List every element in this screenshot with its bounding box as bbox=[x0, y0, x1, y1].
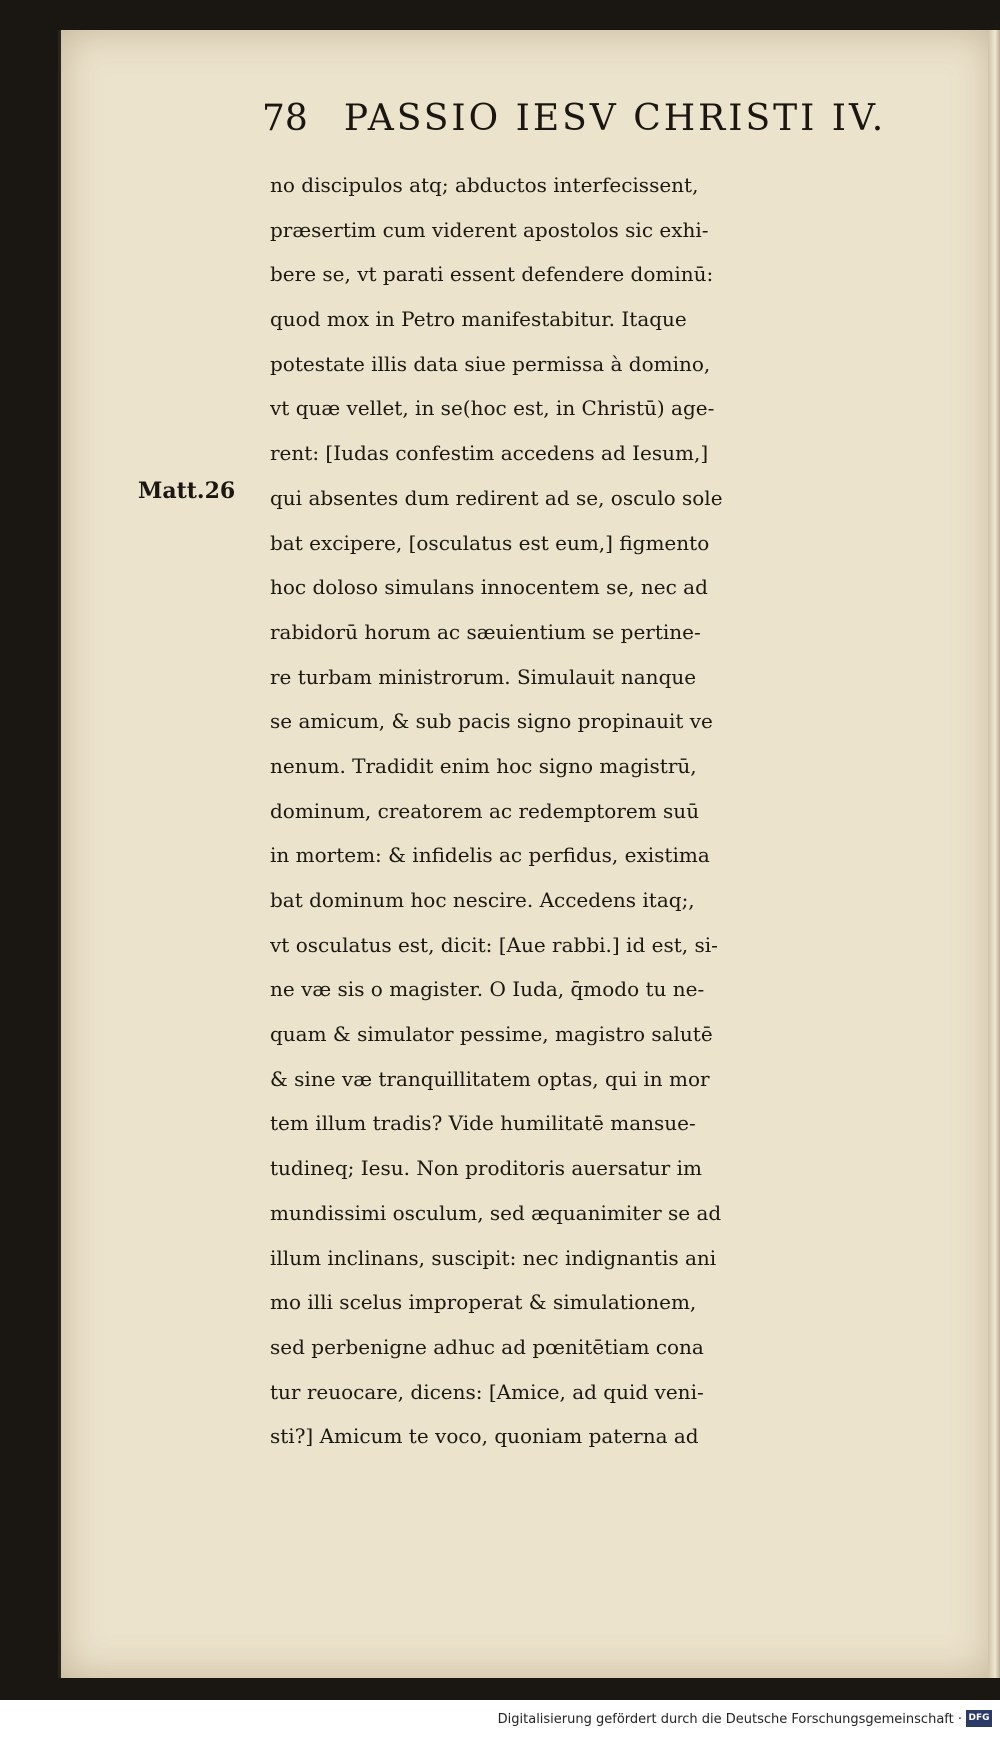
text-line: tur reuocare, dicens: [Amice, ad quid veni- bbox=[270, 1379, 704, 1404]
text-line: potestate illis data siue permissa à domino, bbox=[270, 351, 711, 376]
text-line: qui absentes dum redirent ad se, osculo sole bbox=[270, 485, 723, 510]
digitization-credit: Digitalisierung gefördert durch die Deutsche Forschungsgemeinschaft · bbox=[497, 1712, 962, 1727]
text-line: dominum, creatorem ac redemptorem suū bbox=[270, 798, 700, 823]
credit-bar bbox=[0, 1700, 1000, 1747]
text-line: illum inclinans, suscipit: nec indignantis ani bbox=[270, 1245, 717, 1270]
text-line: ne væ sis o magister. O Iuda, q̄modo tu ne- bbox=[270, 977, 705, 1002]
text-line: rabidorū horum ac sæuientium se pertine- bbox=[270, 619, 701, 644]
text-line: sti?] Amicum te voco, quoniam paterna ad bbox=[270, 1424, 699, 1449]
page-edge bbox=[988, 30, 1000, 1678]
text-line: re turbam ministrorum. Simulauit nanque bbox=[270, 664, 697, 689]
body-text bbox=[270, 163, 978, 1459]
text-line: quod mox in Petro manifestabitur. Itaque bbox=[270, 307, 687, 332]
text-line: tudineq; Iesu. Non proditoris auersatur im bbox=[270, 1156, 702, 1181]
text-line: rent: [Iudas confestim accedens ad Iesum,] bbox=[270, 441, 709, 466]
text-line: se amicum, & sub pacis signo propinauit ve bbox=[270, 709, 713, 734]
margin-reference: Matt.26 bbox=[138, 478, 236, 504]
text-line: quam & simulator pessime, magistro salutē bbox=[270, 1022, 713, 1047]
dfg-logo: DFG bbox=[966, 1710, 992, 1727]
running-head bbox=[262, 98, 972, 158]
text-line: & sine væ tranquillitatem optas, qui in mor bbox=[270, 1066, 710, 1091]
text-line: bere se, vt parati essent defendere dominū: bbox=[270, 262, 714, 287]
text-line: præsertim cum viderent apostolos sic exhi- bbox=[270, 217, 709, 242]
text-line: no discipulos atq; abductos interfecissent, bbox=[270, 173, 699, 197]
text-line: bat dominum hoc nescire. Accedens itaq;, bbox=[270, 888, 695, 912]
text-line: bat excipere, [osculatus est eum,] figmento bbox=[270, 530, 710, 555]
text-line: in mortem: & infidelis ac perfidus, existima bbox=[270, 843, 710, 868]
text-line: vt quæ vellet, in se(hoc est, in Christū) age- bbox=[270, 396, 715, 421]
text-line: nenum. Tradidit enim hoc signo magistrū, bbox=[270, 753, 697, 778]
text-line: tem illum tradis? Vide humilitatē mansue- bbox=[270, 1111, 696, 1136]
text-line: hoc doloso simulans innocentem se, nec ad bbox=[270, 575, 708, 600]
text-line: vt osculatus est, dicit: [Aue rabbi.] id est, si- bbox=[270, 932, 718, 957]
page-number: 78 bbox=[262, 98, 308, 139]
running-title: PASSIO IESV CHRISTI IV. bbox=[343, 98, 887, 139]
text-line: sed perbenigne adhuc ad pœnitētiam cona bbox=[270, 1334, 704, 1359]
text-line: mo illi scelus improperat & simulationem, bbox=[270, 1290, 697, 1315]
text-line: mundissimi osculum, sed æquanimiter se ad bbox=[270, 1200, 722, 1225]
